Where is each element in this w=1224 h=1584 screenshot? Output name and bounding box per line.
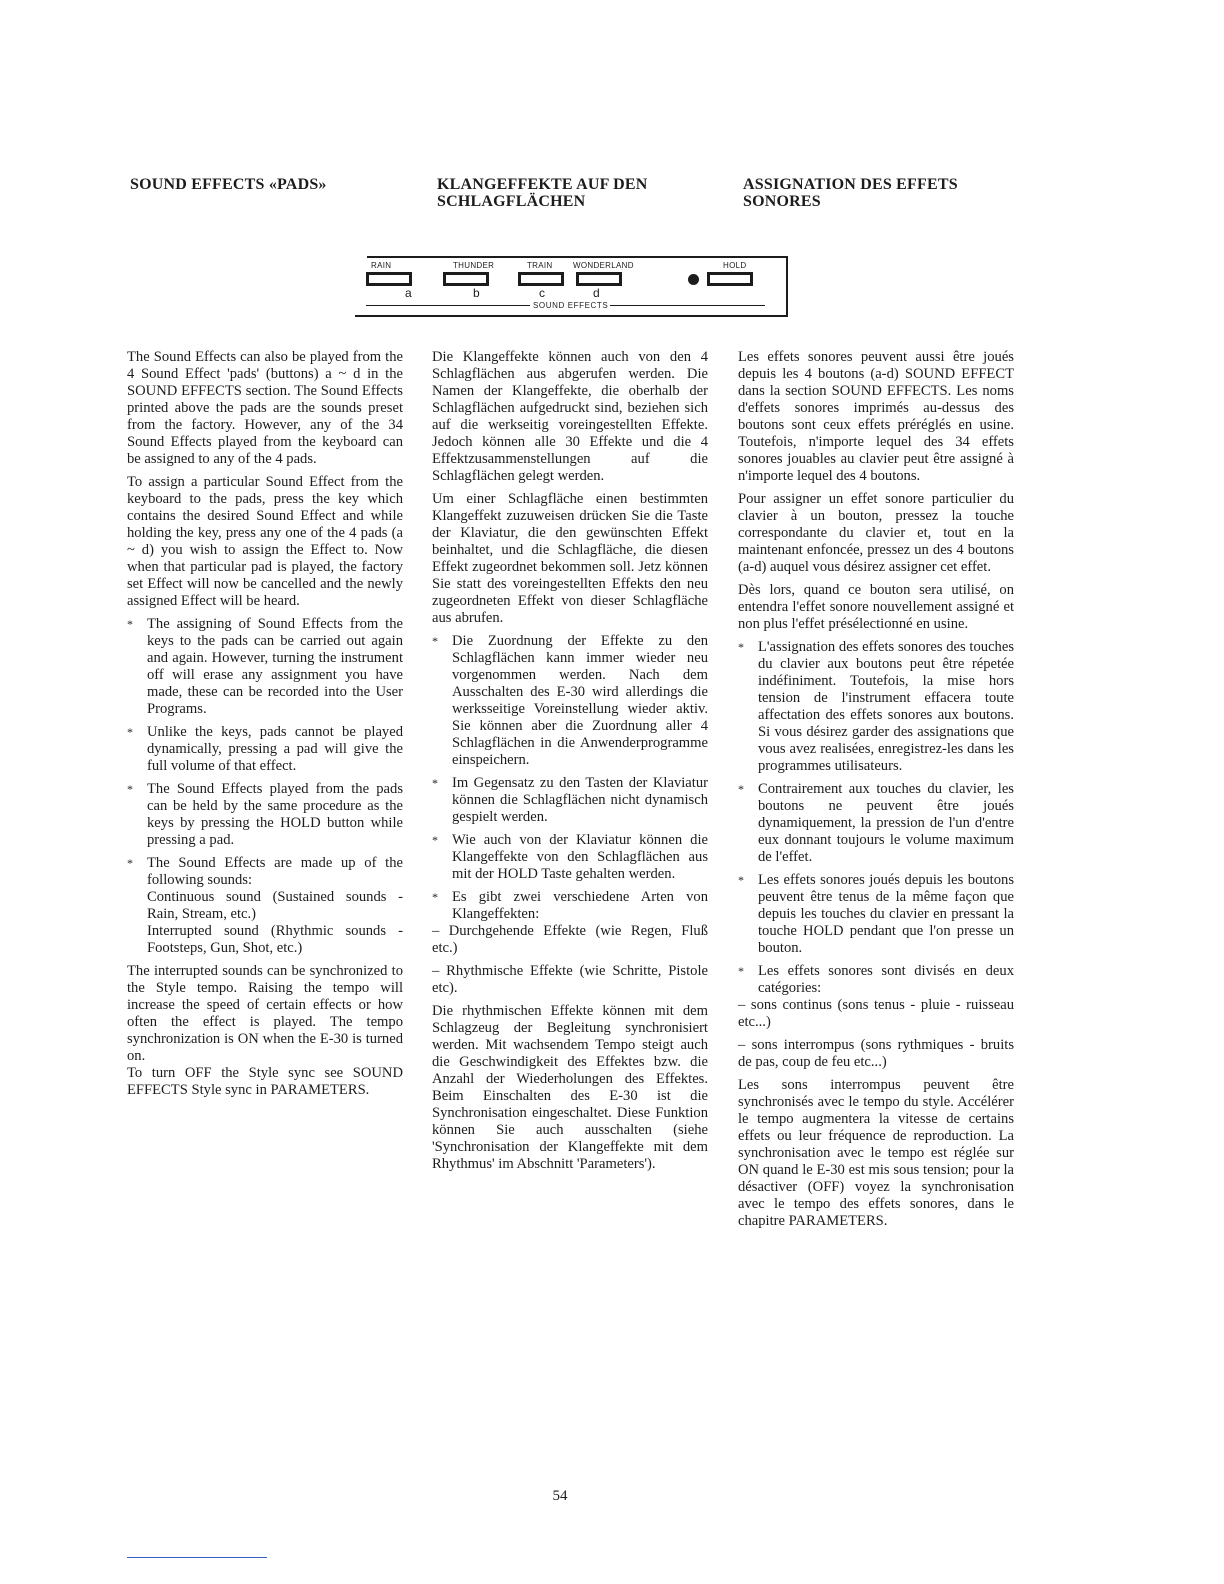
french-dash-interrupted: – sons interrompus (sons rythmiques - bruits de pas, coup de feu etc...) [738,1037,1014,1070]
french-paragraph-2: Pour assigner un effet sonore particulier du clavier à un bouton, pressez la touche correspondante du clavier et, tout en la maintenant enfoncée, pressez un des 4 boutons (a-d) auquel vous désirez assigner cet effet. [738,491,1014,575]
heading-english [130,176,390,193]
english-bullet-4-continuous: Continuous sound (Sustained sounds - Rain, Stream, etc.) [147,889,403,922]
pad-label-rain: RAIN [371,261,392,270]
english-paragraph-4: To turn OFF the Style sync see SOUND EFFECTS Style sync in PARAMETERS. [127,1065,403,1098]
german-paragraph-1: Die Klangeffekte können auch von den 4 Schlagflächen aus abgerufen werden. Die Namen der Klangeffekte, die oberhalb der Schlagflächen aufgedruckt sind, beziehen sich auf die werkseitig voreingestellten Effekte. Jedoch können alle 30 Effekte und die 4 Effektzusammenstellungen auf die Schlagflächen gelegt werden. [432,349,708,484]
french-bullet-2: * Contrairement aux touches du clavier, les boutons ne peuvent être joués dynamiquement, la pression de l'un d'entre eux donnant toujours le volume maximum de l'effet. [738,781,1014,866]
french-bullet-4: * Les effets sonores sont divisés en deux catégories: [738,963,1014,997]
pad-letter-c: c [539,286,545,300]
panel-bottom-line [355,315,788,317]
section-line-right [605,305,765,306]
german-bullet-1: * Die Zuordnung der Effekte zu den Schlagflächen kann immer wieder neu vorgenommen werden. Nach dem Ausschalten des E-30 wird allerdings die werksseitige Voreinstellung wieder aktiv. Sie können aber die Zuordnung aller 4 Schlagflächen in die Anwenderprogramme einspeichern. [432,633,708,769]
german-bullet-2: * Im Gegensatz zu den Tasten der Klaviatur können die Schlagflächen nicht dynamisch gespielt werden. [432,775,708,826]
german-paragraph-3: Die rhythmischen Effekte können mit dem Schlagzeug der Begleitung synchronisiert werden. Mit wachsendem Tempo steigt auch die Geschwindigkeit des Effektes bzw. die Anzahl der Wiederholungen des Effektes. Beim Einschalten des E-30 ist die Synchronisation eingeschaltet. Diese Funktion können Sie auch ausschalten (siehe 'Synchronisation der Klangeffekte mit dem Rhythmus' im Abschnitt 'Parameters'). [432,1003,708,1172]
german-paragraph-2: Um einer Schlagfläche einen bestimmten Klangeffekt zuzuweisen drücken Sie die Taste der Klaviatur, die den gewünschten Effekt beinhaltet, und die Schlagfläche, die diesen Effekt zugeordnet bekommen soll. Jetz können Sie statt des voreingestellten Effekts den neu zugeordneten Effekt von dieser Schlagfläche aus abrufen. [432,491,708,626]
english-paragraph-3: The interrupted sounds can be synchronized to the Style tempo. Raising the tempo will increase the speed of certain effects or how often the effect is played. The tempo synchronization is ON when the E-30 is turned on. [127,963,403,1064]
heading-french-line-1: ASSIGNATION DES EFFETS [743,176,958,193]
pad-d [576,272,622,286]
hold-indicator-dot [688,274,699,285]
heading-french [743,176,1013,210]
english-bullet-2: * Unlike the keys, pads cannot be played dynamically, pressing a pad will give the full volume of that effect. [127,724,403,775]
pad-label-wonderland: WONDERLAND [573,261,634,270]
column-french [738,349,1014,1236]
heading-german-line-2: SCHLAGFLÄCHEN [437,193,586,210]
heading-german-line-1: KLANGEFFEKTE AUF DEN [437,176,648,193]
english-bullet-3: * The Sound Effects played from the pads can be held by the same procedure as the keys by pressing the HOLD button while pressing a pad. [127,781,403,849]
pad-letter-b: b [473,286,480,300]
heading-french-line-2: SONORES [743,193,821,210]
column-german [432,349,708,1179]
french-bullet-1: * L'assignation des effets sonores des touches du clavier aux boutons peut être répetée indéfiniment. Toutefois, la mise hors tension de l'instrument effacera toute affectation des effets sonores aux boutons. Si vous désirez garder des assignations que vous avez realisées, enregistrez-les dans les programmes utilisateurs. [738,639,1014,775]
pad-hold [707,272,753,286]
english-bullet-1: * The assigning of Sound Effects from the keys to the pads can be carried out again and again. However, turning the instrument off will erase any assignment you have made, these can be recorded into the User Programs. [127,616,403,718]
french-dash-continuous: – sons continus (sons tenus - pluie - ruisseau etc...) [738,997,1014,1030]
pad-b [443,272,489,286]
german-dash-rhythmic: – Rhythmische Effekte (wie Schritte, Pistole etc). [432,963,708,996]
section-line-left [366,305,530,306]
english-bullet-4 [127,855,403,957]
french-paragraph-4: Les sons interrompus peuvent être synchronisés avec le tempo du style. Accélérer le tempo augmentera la vitesse de certains effets ou leur fréquence de reproduction. La synchronisation avec le tempo est réglée sur ON quand le E-30 est mis sous tension; pour la désactiver (OFF) voyez la synchronisation avec le tempo des effets sonores, dans le chapitre PARAMETERS. [738,1077,1014,1229]
french-paragraph-1: Les effets sonores peuvent aussi être joués depuis les 4 boutons (a-d) SOUND EFFECT dans la section SOUND EFFECTS. Les noms d'effets sonores imprimés au-dessus des boutons sont ceux effets préréglés en usine. Toutefois, n'importe lequel des 34 effets sonores jouables au clavier peut être assigné à n'importe lequel des 4 boutons. [738,349,1014,484]
french-paragraph-3: Dès lors, quand ce bouton sera utilisé, on entendra l'effet sonore nouvellement assigné et non plus l'effet présélectionné en usine. [738,582,1014,632]
english-bullet-4-intro: * The Sound Effects are made up of the following sounds: [147,855,403,888]
pad-letter-a: a [405,286,412,300]
pad-letter-d: d [593,286,600,300]
sound-effects-section-label: SOUND EFFECTS [533,301,609,310]
heading-german [437,176,707,210]
panel-top-line [367,256,788,258]
pad-a [366,272,412,286]
pad-c [518,272,564,286]
footer-rule [127,1557,267,1558]
german-bullet-4: * Es gibt zwei verschiedene Arten von Klangeffekten: [432,889,708,923]
panel-right-line [786,256,788,317]
english-paragraph-2: To assign a particular Sound Effect from the keyboard to the pads, press the key which contains the desired Sound Effect and while holding the key, press any one of the 4 pads (a ~ d) you wish to assign the Effect to. Now when that particular pad is played, the factory set Effect will now be cancelled and the newly assigned Effect will be heard. [127,474,403,609]
french-bullet-3: * Les effets sonores joués depuis les boutons peuvent être tenus de la même façon que depuis les touches du clavier en pressant la touche HOLD pendant que l'on presse un bouton. [738,872,1014,957]
column-english [127,349,403,1105]
german-bullet-3: * Wie auch von der Klaviatur können die Klangeffekte von den Schlagflächen aus mit der HOLD Taste gehalten werden. [432,832,708,883]
english-paragraph-1: The Sound Effects can also be played from the 4 Sound Effect 'pads' (buttons) a ~ d in the SOUND EFFECTS section. The Sound Effects printed above the pads are the sounds preset from the factory. However, any of the 34 Sound Effects played from the keyboard can be assigned to any of the 4 pads. [127,349,403,467]
english-bullet-4-interrupted: Interrupted sound (Rhythmic sounds - Footsteps, Gun, Shot, etc.) [147,923,403,956]
pad-label-train: TRAIN [527,261,553,270]
pad-label-hold: HOLD [723,261,747,270]
heading-english-text: SOUND EFFECTS «PADS» [130,176,327,193]
german-dash-continuous: – Durchgehende Effekte (wie Regen, Fluß etc.) [432,923,708,956]
pad-label-thunder: THUNDER [453,261,495,270]
page-number: 54 [552,1488,568,1504]
sound-effects-panel-diagram [355,256,790,318]
